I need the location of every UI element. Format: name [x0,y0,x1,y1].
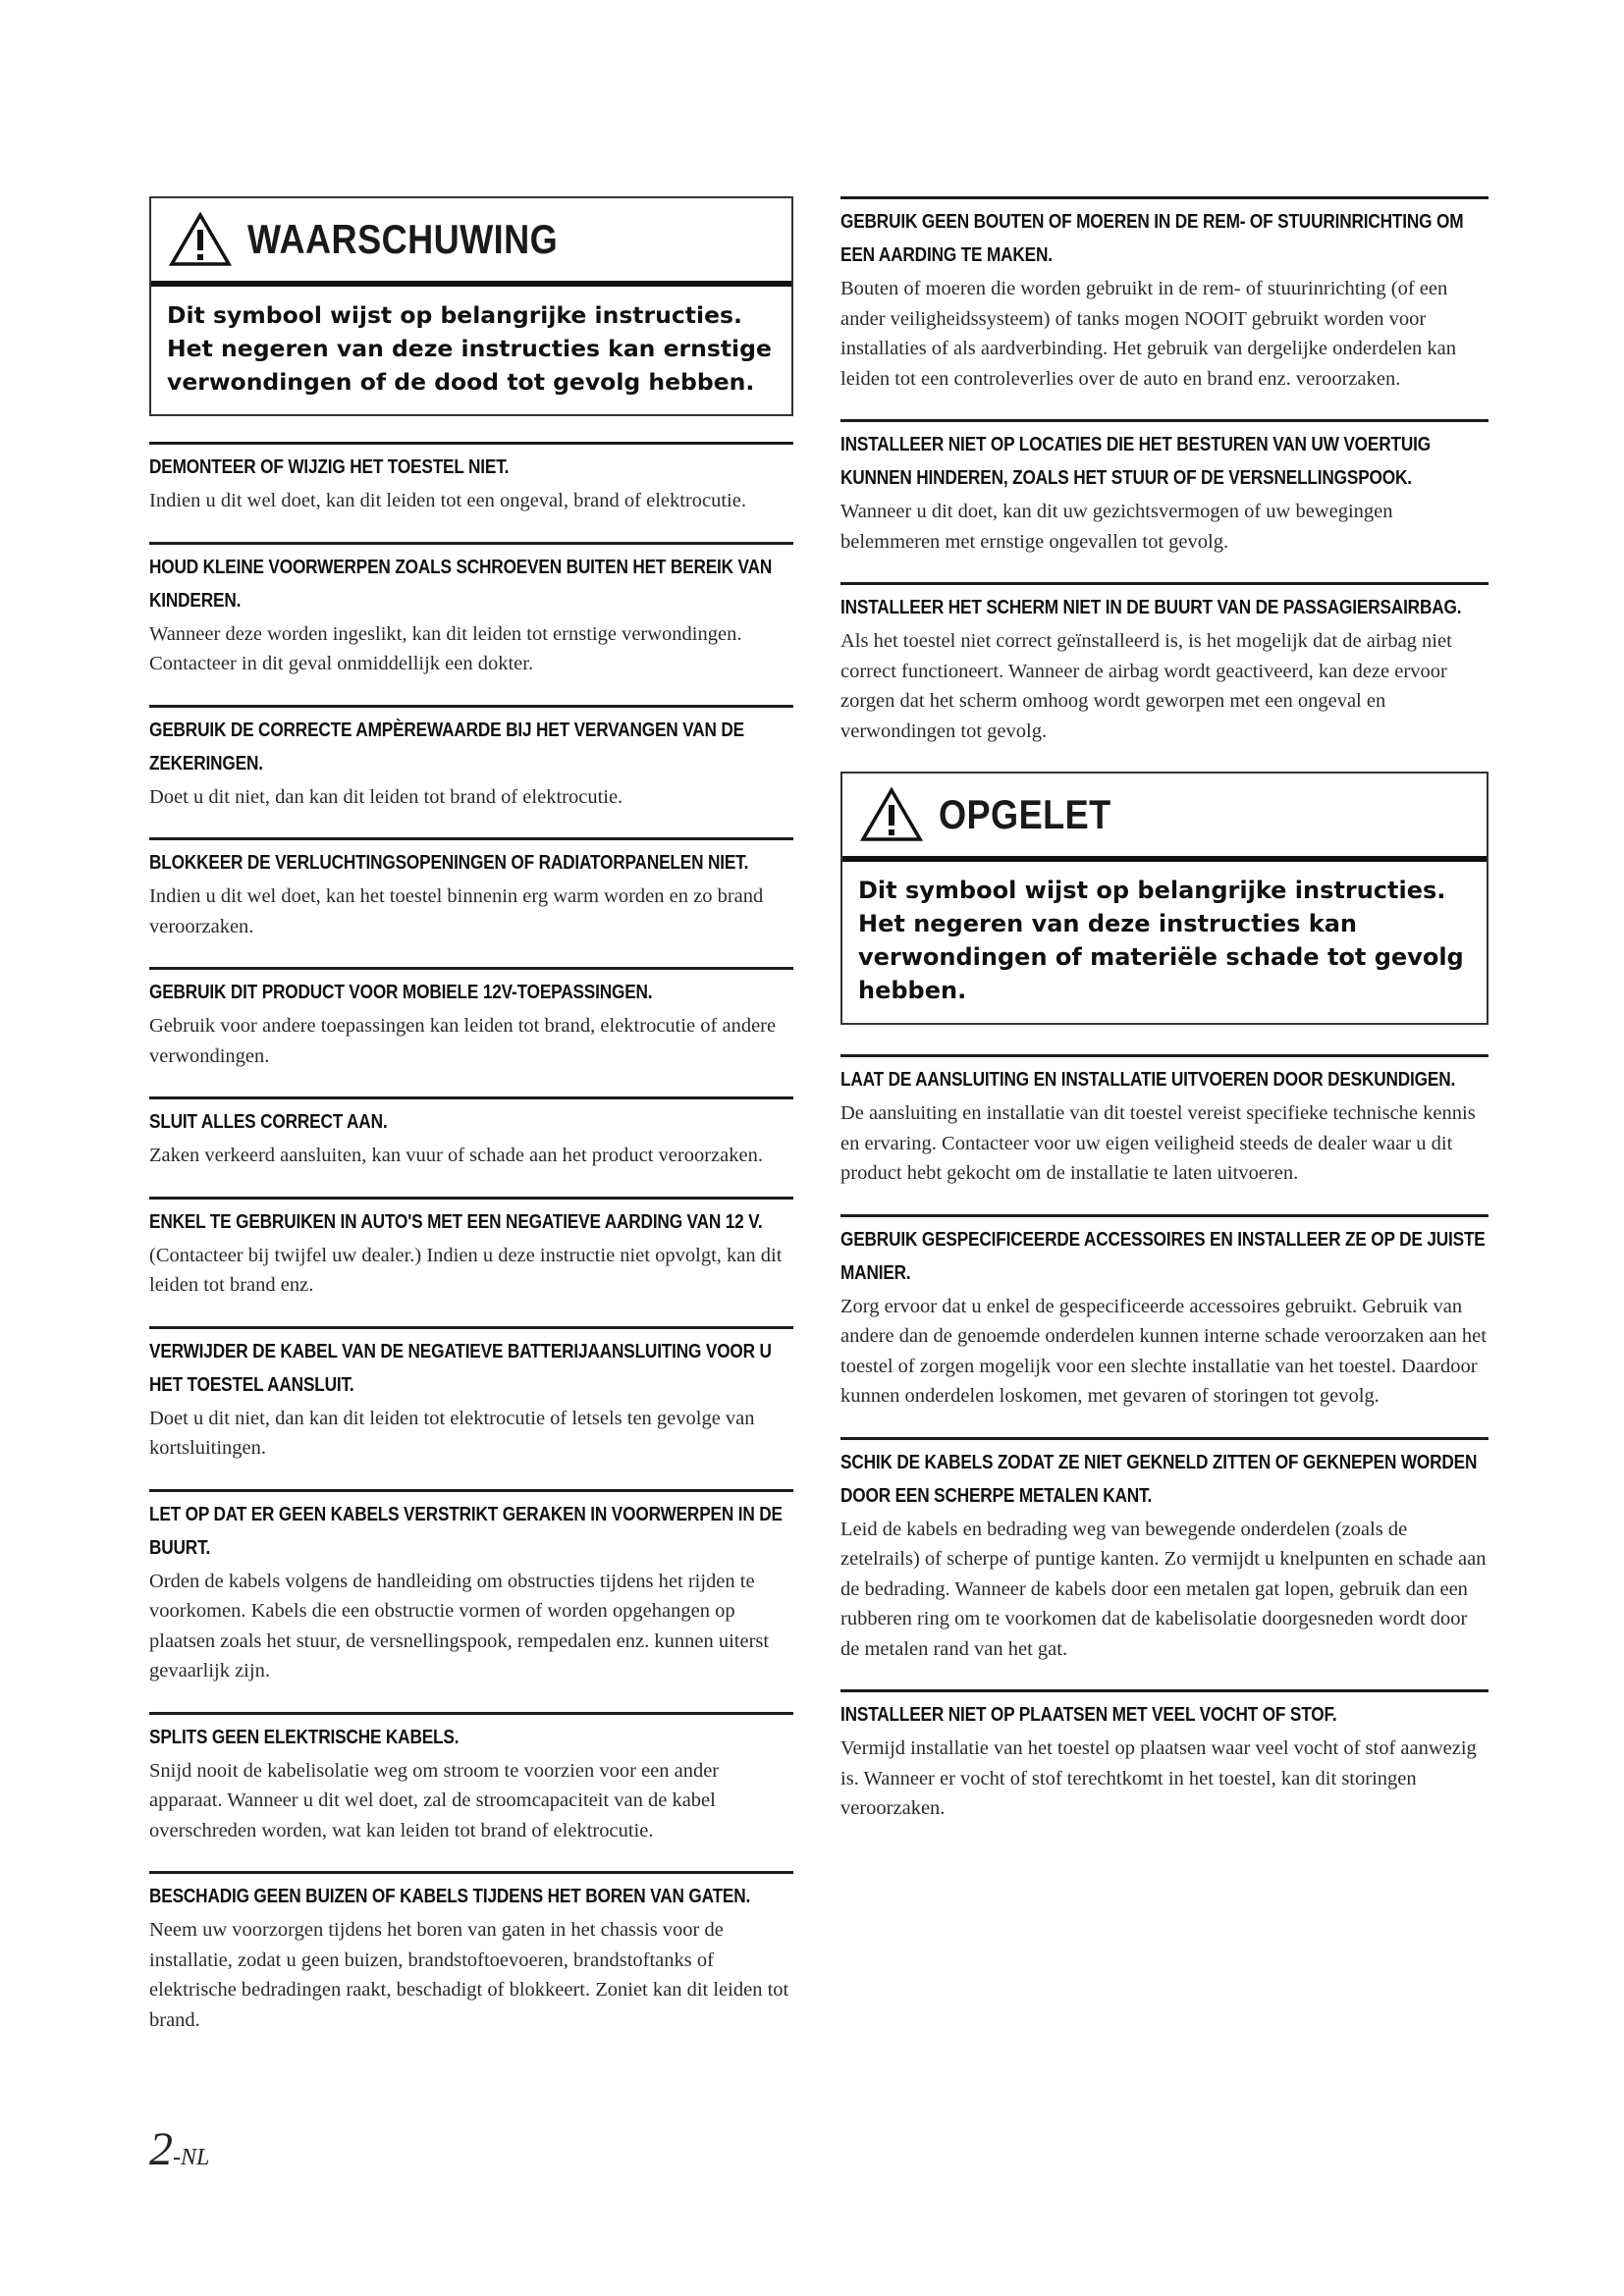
section [840,196,1489,394]
section-text: Doet u dit niet, dan kan dit leiden tot brand of elektrocutie. [149,785,623,808]
section-heading: LET OP DAT ER GEEN KABELS VERSTRIKT GERAKEN IN VOORWERPEN IN DE BUURT. [149,1502,783,1559]
section-heading: SLUIT ALLES CORRECT AAN. [149,1110,388,1133]
section-heading: ENKEL TE GEBRUIKEN IN AUTO'S MET EEN NEGATIEVE AARDING VAN 12 V. [149,1209,763,1233]
section [149,967,793,1071]
section-rule [840,1437,1489,1440]
section-heading: INSTALLEER NIET OP LOCATIES DIE HET BESTUREN VAN UW VOERTUIG KUNNEN HINDEREN, ZOALS HET STUUR OF DE VERSNELLINGSPOOK. [840,433,1431,489]
section-rule [840,1214,1489,1217]
section-rule [840,196,1489,199]
section [149,837,793,941]
section-rule [149,1326,793,1329]
section [149,1197,793,1301]
section [149,1489,793,1686]
section-rule [149,837,793,840]
section-text: De aansluiting en installatie van dit toestel vereist specifieke technische kennis en ervaring. Contacteer voor uw eigen veiligheid steeds de dealer waar u dit product hebt gekocht om de installatie te laten uitvoeren. [840,1102,1476,1184]
section-rule [149,1871,793,1874]
section-text: Indien u dit wel doet, kan dit leiden tot een ongeval, brand of elektrocutie. [149,490,746,511]
section [840,1437,1489,1665]
section-text: (Contacteer bij twijfel uw dealer.) Indien u deze instructie niet opvolgt, kan dit leiden tot brand enz. [149,1244,783,1296]
section-text: Wanneer deze worden ingeslikt, kan dit leiden tot ernstige verwondingen. Contacteer in dit geval onmiddellijk een dokter. [149,622,742,674]
section [149,1712,793,1846]
section-rule [149,542,793,545]
section-rule [149,705,793,708]
section-rule [149,967,793,970]
section-heading: VERWIJDER DE KABEL VAN DE NEGATIEVE BATTERIJAANSLUITING VOOR U HET TOESTEL AANSLUIT. [149,1339,772,1396]
page-number-suffix: -NL [173,2145,210,2170]
section-heading: INSTALLEER HET SCHERM NIET IN DE BUURT VAN DE PASSAGIERSAIRBAG. [840,596,1462,618]
warning-triangle-icon [860,787,923,842]
section [149,1326,793,1464]
section-text: Doet u dit niet, dan kan dit leiden tot elektrocutie of letsels ten gevolge van kortsluitingen. [149,1407,755,1459]
section-text: Als het toestel niet correct geïnstalleerd is, is het mogelijk dat de airbag niet correct functioneert. Wanneer de airbag wordt geactiveerd, kan deze ervoor zorgen dat het scherm omhoog wordt geworpen met een ongeval en verwondingen tot gevolg. [840,630,1452,742]
section [149,705,793,813]
right-column [840,196,1489,1824]
left-column [149,196,793,2035]
section-rule [149,1489,793,1492]
section-rule [840,1054,1489,1057]
section-heading: GEBRUIK DIT PRODUCT VOOR MOBIELE 12V-TOEPASSINGEN. [149,981,653,1003]
section-heading: INSTALLEER NIET OP PLAATSEN MET VEEL VOCHT OF STOF. [840,1703,1337,1726]
section-rule [840,419,1489,422]
section-heading: BLOKKEER DE VERLUCHTINGSOPENINGEN OF RADIATORPANELEN NIET. [149,851,749,874]
section-rule [149,1197,793,1200]
section-rule [840,582,1489,585]
section-rule [149,442,793,445]
section-rule [149,1712,793,1715]
section-text: Leid de kabels en bedrading weg van bewegende onderdelen (zoals de zetelrails) of scherpe of puntige kanten. Zo vermijdt u knelpunten en schade aan de bedrading. Wanneer de kabels door een metalen gat lopen, gebruik dan een rubberen ring om te voorkomen dat de kabelisolatie doorgesneden wordt door de metalen rand van het gat. [840,1518,1487,1660]
warning-title: WAARSCHUWING [247,216,559,262]
section-text: Orden de kabels volgens de handleiding om obstructies tijdens het rijden te voorkomen. Kabels die een obstructie vormen of worden opgehangen op plaatsen zoals het stuur, de versnellingspook, rempedalen enz. kunnen uiterst gevaarlijk zijn. [149,1570,770,1682]
section [840,1214,1489,1412]
caution-text: Dit symbool wijst op belangrijke instructies. Het negeren van deze instructies kan verwondingen of materiële schade tot gevolg hebben. [858,877,1464,1004]
section-rule [840,1689,1489,1692]
warning-header [151,198,791,281]
section-heading: SPLITS GEEN ELEKTRISCHE KABELS. [149,1725,460,1748]
section [840,1054,1489,1189]
caution-box [840,772,1489,1025]
section-text: Vermijd installatie van het toestel op plaatsen waar veel vocht of stof aanwezig is. Wanneer er vocht of stof terechtkomt in het toestel, kan dit storingen veroorzaken. [840,1737,1477,1819]
section-heading: GEBRUIK GEEN BOUTEN OF MOEREN IN DE REM- OF STUURINRICHTING OM EEN AARDING TE MAKEN. [840,210,1464,266]
section-text: Snijd nooit de kabelisolatie weg om stroom te voorzien voor een ander apparaat. Wanneer u dit wel doet, zal de stroomcapaciteit van de kabel overschreden worden, wat kan leiden tot brand of elektrocutie. [149,1759,720,1842]
warning-text: Dit symbool wijst op belangrijke instructies. Het negeren van deze instructies kan ernstige verwondingen of de dood tot gevolg hebben. [167,301,772,396]
section-heading: GEBRUIK DE CORRECTE AMPÈREWAARDE BIJ HET VERVANGEN VAN DE ZEKERINGEN. [149,718,744,774]
section [149,442,793,516]
section-text: Bouten of moeren die worden gebruikt in de rem- of stuurinrichting (of een ander veiligheidssysteem) of tanks mogen NOOIT gebruikt worden voor installaties of als aardverbinding. Het gebruik van dergelijke onderdelen kan leiden tot een controleverlies over de auto en brand enz. veroorzaken. [840,278,1456,390]
section-text: Indien u dit wel doet, kan het toestel binnenin erg warm worden en zo brand veroorzaken. [149,885,764,937]
section [149,542,793,679]
section [149,1871,793,2035]
section [840,582,1489,746]
section-heading: DEMONTEER OF WIJZIG HET TOESTEL NIET. [149,455,510,478]
page-number [149,2122,209,2176]
page-number-value: 2 [149,2123,173,2175]
section-text: Wanneer u dit doet, kan dit uw gezichtsvermogen of uw bewegingen belemmeren met ernstige ongevallen tot gevolg. [840,501,1393,553]
section [840,419,1489,557]
section-text: Neem uw voorzorgen tijdens het boren van gaten in het chassis voor de installatie, zodat u geen buizen, brandstoftoevoeren, brandstoftanks of elektrische bedradingen raakt, beschadigt of blokkeert. Zoniet kan dit leiden tot brand. [149,1919,789,2031]
section-heading: GEBRUIK GESPECIFICEERDE ACCESSOIRES EN INSTALLEER ZE OP DE JUISTE MANIER. [840,1227,1486,1284]
section-heading: SCHIK DE KABELS ZODAT ZE NIET GEKNELD ZITTEN OF GEKNEPEN WORDEN DOOR EEN SCHERPE METALEN KANT. [840,1450,1478,1507]
warning-triangle-icon [169,212,232,267]
section-heading: LAAT DE AANSLUITING EN INSTALLATIE UITVOEREN DOOR DESKUNDIGEN. [840,1068,1456,1091]
section-rule [149,1096,793,1099]
section-heading: HOUD KLEINE VOORWERPEN ZOALS SCHROEVEN BUITEN HET BEREIK VAN KINDEREN. [149,555,773,612]
section [840,1689,1489,1824]
section-heading: BESCHADIG GEEN BUIZEN OF KABELS TIJDENS HET BOREN VAN GATEN. [149,1885,751,1907]
caution-title: OPGELET [939,791,1111,837]
warning-box [149,196,793,416]
section-text: Gebruik voor andere toepassingen kan leiden tot brand, elektrocutie of andere verwondingen. [149,1015,777,1067]
section [149,1096,793,1171]
section-text: Zorg ervoor dat u enkel de gespecificeerde accessoires gebruikt. Gebruik van andere dan de genoemde onderdelen kunnen interne schade veroorzaken aan het toestel of zorgen mogelijk voor een slechte installatie van het toestel. Daardoor kunnen onderdelen loskomen, met gevaren of storingen tot gevolg. [840,1295,1487,1407]
caution-header [842,774,1487,856]
section-text: Zaken verkeerd aansluiten, kan vuur of schade aan het product veroorzaken. [149,1145,763,1166]
